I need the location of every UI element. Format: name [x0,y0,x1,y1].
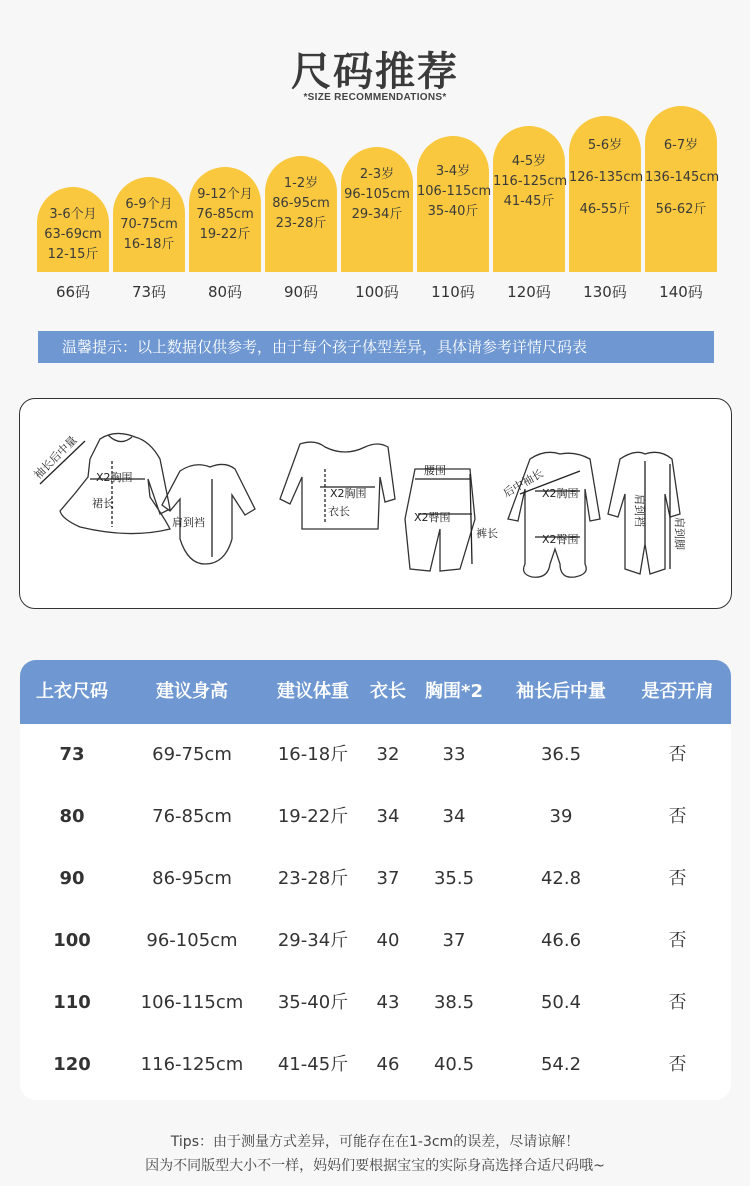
bar-code: 90码 [283,283,319,301]
th-sleeve: 袖长后中量 [516,681,606,702]
cell-shoulder-open: 否 [668,930,687,951]
cell-chest: 34 [442,806,466,827]
label-chest-c: X2胸围 [542,487,579,500]
garment-illustrations [20,399,732,609]
bar-age: 6-9个月 [125,197,173,212]
cell-height: 96-105cm [146,930,238,951]
bar-code: 66码 [55,283,91,301]
measurement-diagram [19,398,732,609]
size-bar [113,177,185,272]
bar-weight: 35-40斤 [427,204,479,219]
cell-size: 73 [59,744,85,765]
table-header [20,660,731,724]
cell-height: 86-95cm [152,868,232,889]
page-subtitle: *SIZE RECOMMENDATIONS* [303,92,447,103]
tips-line-1: Tips：由于测量方式差异，可能存在在1-3cm的误差，尽请谅解！ [170,1134,580,1150]
bar-height: 126-135cm [569,170,644,185]
bar-height: 86-95cm [272,196,330,211]
th-weight: 建议体重 [277,681,349,702]
cell-weight: 19-22斤 [277,806,349,827]
cell-length: 46 [376,1054,400,1075]
bar-height: 70-75cm [120,217,178,232]
bar-weight: 41-45斤 [503,194,555,209]
label-chest-a: X2胸围 [96,471,133,484]
bar-age: 9-12个月 [197,187,253,202]
size-bar [645,106,720,272]
bar-code: 100码 [355,283,399,301]
cell-length: 40 [376,930,400,951]
bar-weight: 16-18斤 [123,237,175,252]
label-skirt-length: 裙长 [92,497,114,510]
cell-length: 34 [376,806,400,827]
bar-weight: 56-62斤 [655,202,707,217]
cell-weight: 35-40斤 [277,992,349,1013]
bar-height: 136-145cm [645,170,720,185]
cell-sleeve: 42.8 [540,868,582,889]
table-row [20,972,731,1034]
bar-height: 116-125cm [493,174,568,189]
cell-height: 76-85cm [152,806,232,827]
size-bars [37,100,720,310]
cell-sleeve: 54.2 [540,1054,582,1075]
cell-size: 110 [53,992,91,1013]
cell-length: 37 [376,868,400,889]
bar-code: 130码 [583,283,627,301]
cell-weight: 41-45斤 [277,1054,349,1075]
cell-shoulder-open: 否 [668,744,687,765]
bar-age: 2-3岁 [359,167,395,182]
label-hip-a: X2臀围 [414,511,451,524]
label-hip-b: X2臀围 [542,533,579,546]
cell-shoulder-open: 否 [668,1054,687,1075]
bar-age: 3-6个月 [49,207,97,222]
th-chest: 胸围*2 [425,681,483,702]
size-bar [37,187,109,272]
cell-size: 80 [59,806,85,827]
bar-weight: 46-55斤 [579,202,631,217]
bar-weight: 29-34斤 [351,207,403,222]
bar-height: 63-69cm [44,227,102,242]
table-row [20,848,731,910]
size-bar [189,167,261,272]
cell-size: 120 [53,1054,91,1075]
page-title: 尺码推荐 [291,49,459,95]
cell-chest: 38.5 [433,992,475,1013]
bar-code: 140码 [659,283,703,301]
tips-line-2: 因为不同版型大小不一样，妈妈们要根据宝宝的实际身高选择合适尺码哦~ [145,1158,605,1174]
cell-sleeve: 39 [549,806,573,827]
bar-code: 73码 [131,283,167,301]
notice-banner: 温馨提示：以上数据仅供参考，由于每个孩子体型差异，具体请参考详情尺码表 [38,331,714,363]
bar-height: 106-115cm [417,184,492,199]
cell-height: 116-125cm [140,1054,244,1075]
cell-chest: 33 [442,744,466,765]
label-shoulder-crotch-b: 肩到裆 [633,494,646,527]
size-bar [493,126,568,272]
cell-weight: 16-18斤 [277,744,349,765]
cell-shoulder-open: 否 [668,806,687,827]
bar-age: 4-5岁 [511,154,547,169]
romper-icon [508,452,600,577]
bar-height: 96-105cm [344,187,410,202]
cell-height: 106-115cm [140,992,244,1013]
th-height: 建议身高 [156,681,228,702]
label-chest-b: X2胸围 [330,487,367,500]
table-row [20,786,731,848]
bar-height: 76-85cm [196,207,254,222]
label-sleeve-back: 袖长后中量 [31,433,80,482]
cell-chest: 40.5 [433,1054,475,1075]
size-bar [417,136,492,272]
bar-age: 6-7岁 [663,138,699,153]
bar-code: 80码 [207,283,243,301]
cell-length: 32 [376,744,400,765]
label-clothes-length: 衣长 [328,505,350,518]
label-back-sleeve: 后中袖长 [501,466,546,500]
cell-size: 100 [53,930,91,951]
bar-code: 110码 [431,283,475,301]
cell-height: 69-75cm [152,744,232,765]
cell-shoulder-open: 否 [668,868,687,889]
th-length: 衣长 [370,681,406,702]
label-waist: 腰围 [424,464,446,477]
size-bar [569,116,644,272]
table-row [20,910,731,972]
bar-age: 1-2岁 [283,176,319,191]
bar-weight: 23-28斤 [275,216,327,231]
th-top-size: 上衣尺码 [36,681,108,702]
size-bar [265,156,337,272]
cell-weight: 23-28斤 [277,868,349,889]
cell-sleeve: 36.5 [540,744,582,765]
size-table [20,660,731,1100]
bar-code: 120码 [507,283,551,301]
cell-size: 90 [59,868,85,889]
label-pants-length: 裤长 [476,527,498,540]
tips [0,1130,750,1178]
cell-chest: 35.5 [433,868,475,889]
bar-weight: 12-15斤 [47,247,99,262]
th-shoulder-open: 是否开肩 [641,681,714,702]
cell-chest: 37 [442,930,466,951]
cell-sleeve: 46.6 [540,930,582,951]
table-row [20,724,731,786]
table-row [20,1034,731,1096]
label-shoulder-foot: 肩到脚 [673,517,686,550]
bar-age: 3-4岁 [435,164,471,179]
cell-length: 43 [376,992,400,1013]
bar-age: 5-6岁 [587,138,623,153]
size-bar [341,147,413,272]
bar-weight: 19-22斤 [199,227,251,242]
cell-sleeve: 50.4 [540,992,582,1013]
cell-shoulder-open: 否 [668,992,687,1013]
label-shoulder-crotch: 肩到裆 [172,516,205,529]
cell-weight: 29-34斤 [277,930,349,951]
